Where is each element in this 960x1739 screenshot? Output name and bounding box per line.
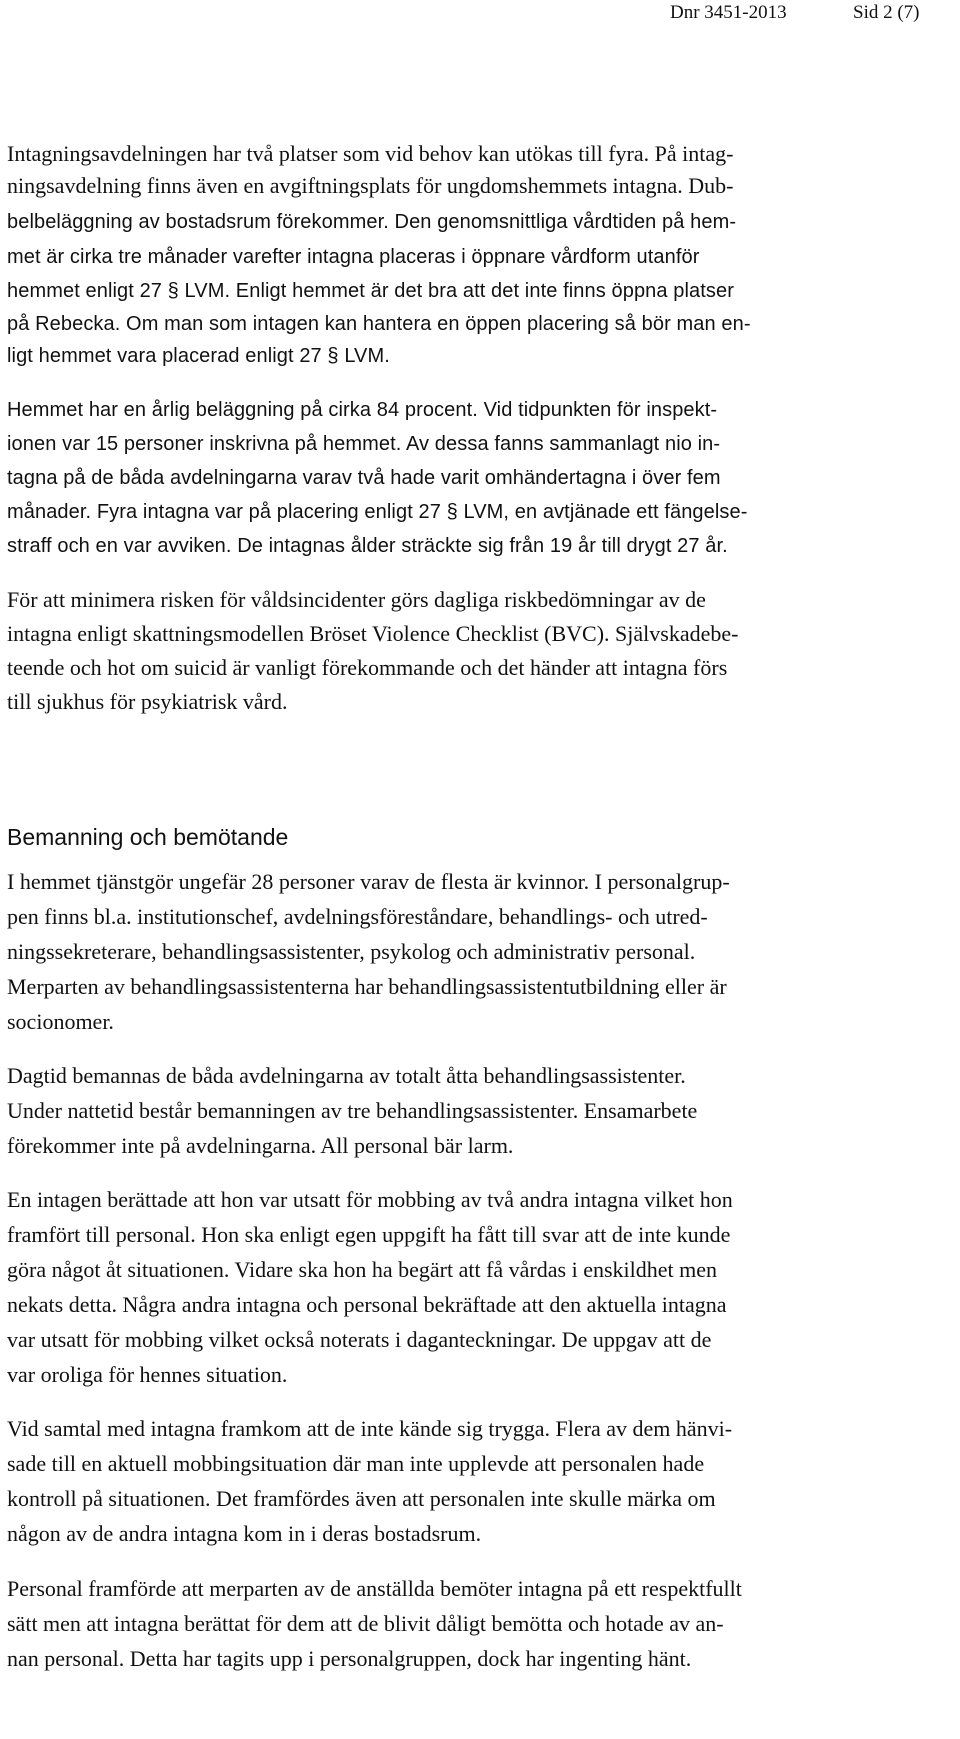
paragraph-6-line: nekats detta. Några andra intagna och personal bekräftade att den aktuella intagna xyxy=(7,1292,727,1317)
paragraph-3-line: För att minimera risken för våldsincidenter görs dagliga riskbedömningar av de xyxy=(7,587,706,612)
paragraph-2-line: ionen var 15 personer inskrivna på hemmet. Av dessa fanns sammanlagt nio in- xyxy=(7,433,721,455)
paragraph-5-line: förekommer inte på avdelningarna. All personal bär larm. xyxy=(7,1133,514,1158)
paragraph-3-line: till sjukhus för psykiatrisk vård. xyxy=(7,689,288,714)
page-header xyxy=(0,0,960,30)
paragraph-1-line: ningsavdelning finns även en avgiftningsplats för ungdomshemmets intagna. Dub- xyxy=(7,173,734,198)
page-number: Sid 2 (7) xyxy=(853,2,920,23)
section-heading: Bemanning och bemötande xyxy=(7,824,289,850)
paragraph-1-line: hemmet enligt 27 § LVM. Enligt hemmet är det bra att det inte finns öppna platser xyxy=(7,280,735,302)
paragraph-1-line: belbeläggning av bostadsrum förekommer. Den genomsnittliga vårdtiden på hem- xyxy=(7,211,737,233)
paragraph-6-line: göra något åt situationen. Vidare ska hon ha begärt att få vårdas i enskildhet men xyxy=(7,1257,717,1282)
paragraph-5-line: Dagtid bemannas de båda avdelningarna av totalt åtta behandlingsassistenter. xyxy=(7,1063,686,1088)
paragraph-4-line: ningssekreterare, behandlingsassistenter, psykolog och administrativ personal. xyxy=(7,939,696,964)
paragraph-7-line: kontroll på situationen. Det framfördes även att personalen inte skulle märka om xyxy=(7,1486,716,1511)
paragraph-8-line: Personal framförde att merparten av de anställda bemöter intagna på ett respektfullt xyxy=(7,1576,742,1601)
paragraph-4-line: pen finns bl.a. institutionschef, avdelningsföreståndare, behandlings- och utred- xyxy=(7,904,708,929)
paragraph-4-line: I hemmet tjänstgör ungefär 28 personer varav de flesta är kvinnor. I personalgrup- xyxy=(7,869,730,894)
paragraph-2-line: månader. Fyra intagna var på placering enligt 27 § LVM, en avtjänade ett fängelse- xyxy=(7,501,748,523)
paragraph-7-line: någon av de andra intagna kom in i deras bostadsrum. xyxy=(7,1521,482,1546)
paragraph-1-line: met är cirka tre månader varefter intagna placeras i öppnare vårdform utanför xyxy=(7,246,700,268)
document-number: Dnr 3451-2013 xyxy=(670,2,787,23)
paragraph-4-line: Merparten av behandlingsassistenterna har behandlingsassistentutbildning eller är xyxy=(7,974,727,999)
paragraph-3-line: intagna enligt skattningsmodellen Bröset Violence Checklist (BVC). Självskadebe- xyxy=(7,621,739,646)
paragraph-1-line: ligt hemmet vara placerad enligt 27 § LVM. xyxy=(7,345,390,367)
paragraph-2-line: Hemmet har en årlig beläggning på cirka 84 procent. Vid tidpunkten för inspekt- xyxy=(7,399,718,421)
paragraph-7-line: Vid samtal med intagna framkom att de inte kände sig trygga. Flera av dem hänvi- xyxy=(7,1416,733,1441)
paragraph-4-line: socionomer. xyxy=(7,1009,114,1034)
paragraph-1-line: Intagningsavdelningen har två platser som vid behov kan utökas till fyra. På intag- xyxy=(7,141,734,166)
paragraph-2-line: tagna på de båda avdelningarna varav två hade varit omhändertagna i över fem xyxy=(7,467,721,489)
paragraph-6-line: framfört till personal. Hon ska enligt egen uppgift ha fått till svar att de inte kunde xyxy=(7,1222,731,1247)
paragraph-8-line: sätt men att intagna berättat för dem att de blivit dåligt bemötta och hotade av an- xyxy=(7,1611,724,1636)
paragraph-6-line: var utsatt för mobbing vilket också noterats i daganteckningar. De uppgav att de xyxy=(7,1327,712,1352)
paragraph-8-line: nan personal. Detta har tagits upp i personalgruppen, dock har ingenting hänt. xyxy=(7,1646,692,1671)
paragraph-7-line: sade till en aktuell mobbingsituation där man inte upplevde att personalen hade xyxy=(7,1451,705,1476)
paragraph-3-line: teende och hot om suicid är vanligt förekommande och det händer att intagna förs xyxy=(7,655,728,680)
paragraph-5-line: Under nattetid består bemanningen av tre behandlingsassistenter. Ensamarbete xyxy=(7,1098,698,1123)
paragraph-2-line: straff och en var avviken. De intagnas ålder sträckte sig från 19 år till drygt 27 år. xyxy=(7,535,728,557)
paragraph-6-line: var oroliga för hennes situation. xyxy=(7,1362,288,1387)
paragraph-6-line: En intagen berättade att hon var utsatt för mobbing av två andra intagna vilket hon xyxy=(7,1187,733,1212)
paragraph-1-line: på Rebecka. Om man som intagen kan hantera en öppen placering så bör man en- xyxy=(7,313,751,335)
